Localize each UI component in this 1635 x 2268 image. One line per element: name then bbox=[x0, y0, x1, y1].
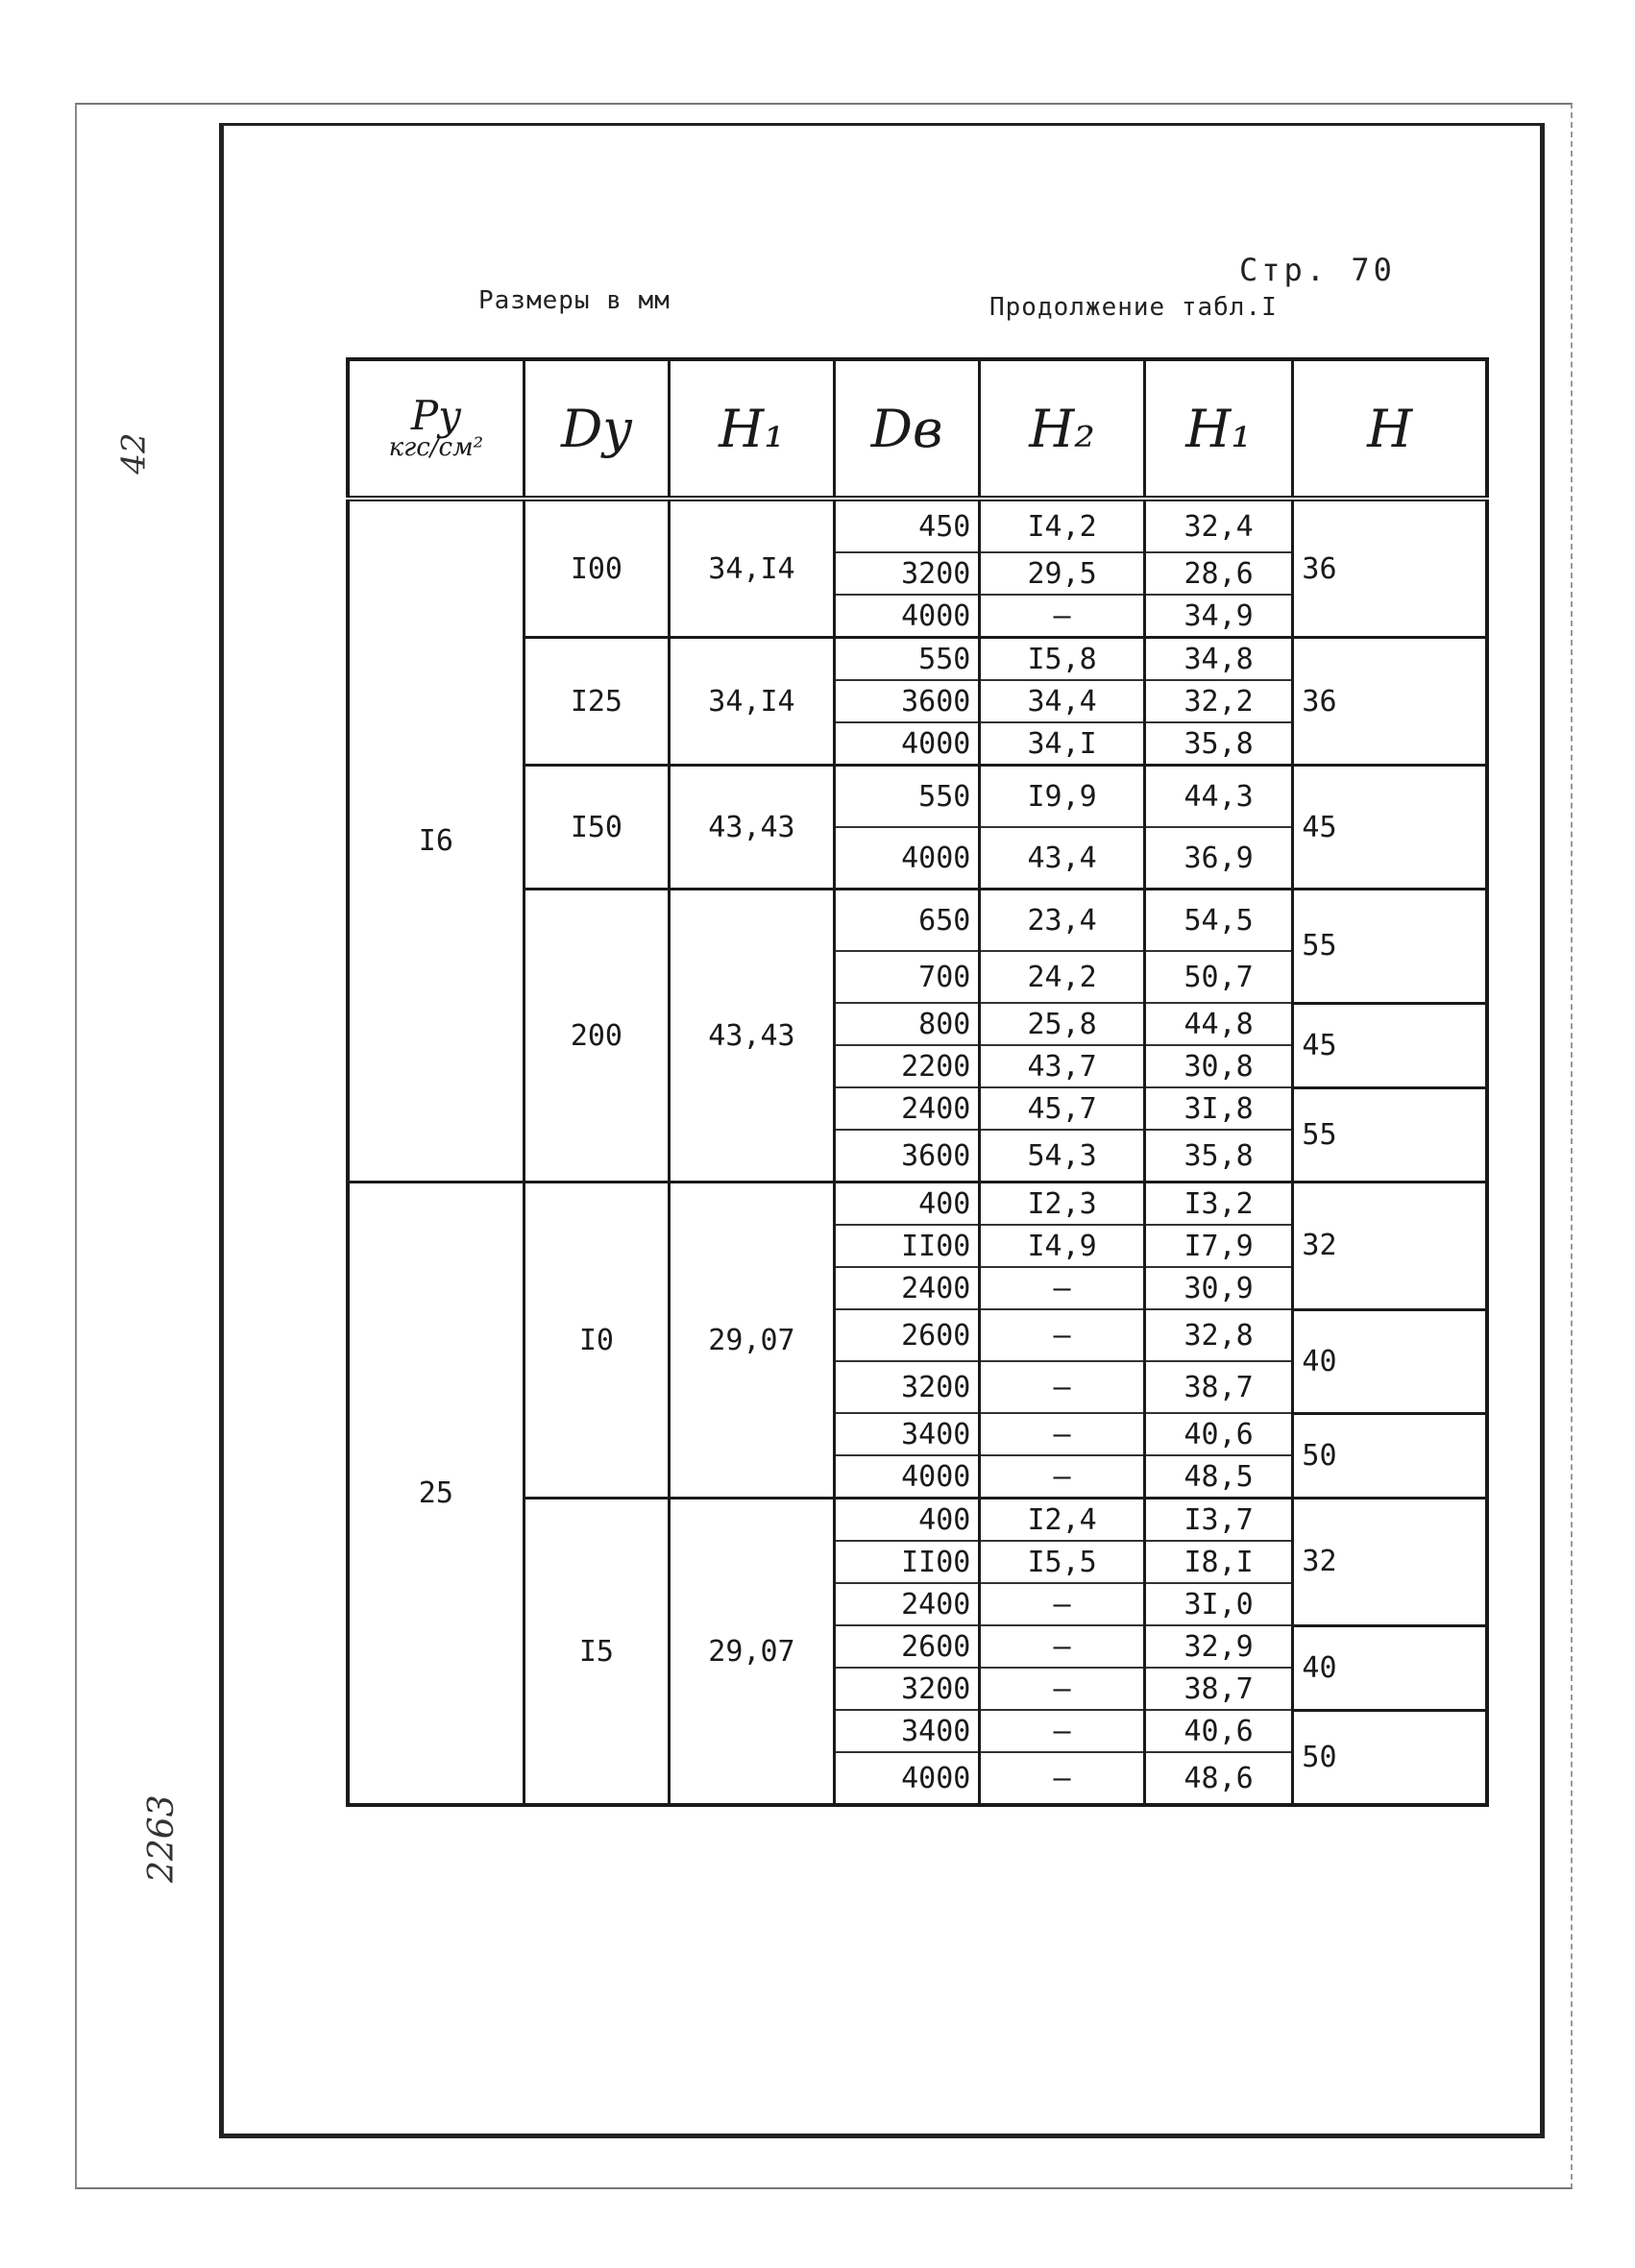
table-row bbox=[348, 499, 1487, 552]
h1-group-cell: 34,I4 bbox=[670, 638, 835, 766]
h1-cell: 32,9 bbox=[1144, 1625, 1293, 1668]
h2-cell: – bbox=[980, 1267, 1144, 1309]
h2-cell: I5,5 bbox=[980, 1541, 1144, 1583]
h-cell: 32 bbox=[1293, 1183, 1487, 1310]
h2-cell: 43,7 bbox=[980, 1045, 1144, 1087]
h1-cell: 50,7 bbox=[1144, 951, 1293, 1003]
dv-cell: 400 bbox=[834, 1183, 980, 1226]
table-row bbox=[348, 1183, 1487, 1226]
dv-cell: 4000 bbox=[834, 595, 980, 638]
h1-cell: 32,4 bbox=[1144, 499, 1293, 552]
h2-cell: I2,3 bbox=[980, 1183, 1144, 1226]
dy-cell: I0 bbox=[524, 1183, 670, 1499]
h1-cell: 48,5 bbox=[1144, 1455, 1293, 1499]
h1-cell: 3I,8 bbox=[1144, 1087, 1293, 1130]
h1-cell: 30,8 bbox=[1144, 1045, 1293, 1087]
h2-cell: – bbox=[980, 1625, 1144, 1668]
dv-cell: 400 bbox=[834, 1499, 980, 1542]
dv-cell: 2400 bbox=[834, 1583, 980, 1625]
h2-cell: – bbox=[980, 1752, 1144, 1805]
h1-cell: 3I,0 bbox=[1144, 1583, 1293, 1625]
h-cell: 40 bbox=[1293, 1309, 1487, 1413]
h2-cell: 23,4 bbox=[980, 890, 1144, 952]
page-number: Стр. 70 bbox=[1239, 252, 1396, 288]
h1-cell: I3,2 bbox=[1144, 1183, 1293, 1226]
h2-cell: – bbox=[980, 1309, 1144, 1361]
h-cell: 45 bbox=[1293, 766, 1487, 890]
dv-cell: 4000 bbox=[834, 722, 980, 766]
dv-cell: 4000 bbox=[834, 827, 980, 890]
dv-cell: 2400 bbox=[834, 1267, 980, 1309]
dv-cell: 3400 bbox=[834, 1710, 980, 1752]
dy-cell: I00 bbox=[524, 499, 670, 638]
col-header-h: H bbox=[1293, 359, 1487, 499]
h-cell: 36 bbox=[1293, 499, 1487, 638]
h2-cell: 29,5 bbox=[980, 552, 1144, 595]
h1-cell: I7,9 bbox=[1144, 1225, 1293, 1267]
table-continuation-caption: Продолжение табл.I bbox=[989, 293, 1278, 322]
h-cell: 40 bbox=[1293, 1625, 1487, 1710]
h1-cell: 30,9 bbox=[1144, 1267, 1293, 1309]
h-cell: 36 bbox=[1293, 638, 1487, 766]
dv-cell: 2400 bbox=[834, 1087, 980, 1130]
h1-cell: I3,7 bbox=[1144, 1499, 1293, 1542]
col-header-dv: Dв bbox=[834, 359, 980, 499]
h1-cell: 40,6 bbox=[1144, 1413, 1293, 1455]
h1-group-cell: 43,43 bbox=[670, 890, 835, 1183]
h1-cell: 35,8 bbox=[1144, 1130, 1293, 1183]
dv-cell: 700 bbox=[834, 951, 980, 1003]
h1-cell: 36,9 bbox=[1144, 827, 1293, 890]
dv-cell: 4000 bbox=[834, 1455, 980, 1499]
h1-cell: 28,6 bbox=[1144, 552, 1293, 595]
h2-cell: – bbox=[980, 1361, 1144, 1413]
dv-cell: 650 bbox=[834, 890, 980, 952]
h2-cell: I9,9 bbox=[980, 766, 1144, 828]
dv-cell: II00 bbox=[834, 1225, 980, 1267]
py-unit: кгс/см² bbox=[388, 433, 484, 462]
h1-cell: 40,6 bbox=[1144, 1710, 1293, 1752]
h-cell: 55 bbox=[1293, 890, 1487, 1004]
dv-cell: II00 bbox=[834, 1541, 980, 1583]
h1-cell: 34,8 bbox=[1144, 638, 1293, 681]
h2-cell: I2,4 bbox=[980, 1499, 1144, 1542]
h2-cell: 25,8 bbox=[980, 1003, 1144, 1045]
dimensions-table bbox=[346, 357, 1489, 1807]
h1-group-cell: 43,43 bbox=[670, 766, 835, 890]
dv-cell: 550 bbox=[834, 638, 980, 681]
h1-cell: 34,9 bbox=[1144, 595, 1293, 638]
h2-cell: – bbox=[980, 1455, 1144, 1499]
units-caption: Размеры в мм bbox=[478, 286, 671, 315]
dy-cell: I25 bbox=[524, 638, 670, 766]
h2-cell: 34,4 bbox=[980, 680, 1144, 722]
h1-cell: 54,5 bbox=[1144, 890, 1293, 952]
h2-cell: 34,I bbox=[980, 722, 1144, 766]
dv-cell: 3200 bbox=[834, 552, 980, 595]
dv-cell: 2600 bbox=[834, 1625, 980, 1668]
col-header-py bbox=[348, 359, 524, 499]
dv-cell: 800 bbox=[834, 1003, 980, 1045]
h1-cell: 44,3 bbox=[1144, 766, 1293, 828]
dv-cell: 550 bbox=[834, 766, 980, 828]
col-header-h1-group: H₁ bbox=[670, 359, 835, 499]
dv-cell: 3200 bbox=[834, 1361, 980, 1413]
table-header-row bbox=[348, 359, 1487, 499]
h2-cell: I4,9 bbox=[980, 1225, 1144, 1267]
dv-cell: 450 bbox=[834, 499, 980, 552]
h2-cell: I4,2 bbox=[980, 499, 1144, 552]
h1-cell: 48,6 bbox=[1144, 1752, 1293, 1805]
dv-cell: 2600 bbox=[834, 1309, 980, 1361]
h1-group-cell: 29,07 bbox=[670, 1499, 835, 1806]
h2-cell: 43,4 bbox=[980, 827, 1144, 890]
dv-cell: 3600 bbox=[834, 680, 980, 722]
col-header-dy: Dy bbox=[524, 359, 670, 499]
col-header-h2: H₂ bbox=[980, 359, 1144, 499]
h2-cell: – bbox=[980, 595, 1144, 638]
dy-cell: I5 bbox=[524, 1499, 670, 1806]
margin-note-top: 42 bbox=[114, 432, 154, 475]
h2-cell: 24,2 bbox=[980, 951, 1144, 1003]
h2-cell: I5,8 bbox=[980, 638, 1144, 681]
py-cell: I6 bbox=[348, 499, 524, 1183]
h2-cell: – bbox=[980, 1668, 1144, 1710]
h-cell: 32 bbox=[1293, 1499, 1487, 1626]
h1-cell: 35,8 bbox=[1144, 722, 1293, 766]
dv-cell: 3400 bbox=[834, 1413, 980, 1455]
h2-cell: – bbox=[980, 1583, 1144, 1625]
h2-cell: 45,7 bbox=[980, 1087, 1144, 1130]
dv-cell: 3200 bbox=[834, 1668, 980, 1710]
col-header-h1: H₁ bbox=[1144, 359, 1293, 499]
dv-cell: 3600 bbox=[834, 1130, 980, 1183]
h2-cell: – bbox=[980, 1413, 1144, 1455]
h1-cell: 38,7 bbox=[1144, 1361, 1293, 1413]
margin-note-bottom: 2263 bbox=[142, 1794, 182, 1883]
h1-cell: 32,2 bbox=[1144, 680, 1293, 722]
dv-cell: 2200 bbox=[834, 1045, 980, 1087]
dy-cell: 200 bbox=[524, 890, 670, 1183]
h-cell: 45 bbox=[1293, 1003, 1487, 1087]
h-cell: 50 bbox=[1293, 1413, 1487, 1499]
h1-cell: 38,7 bbox=[1144, 1668, 1293, 1710]
h2-cell: – bbox=[980, 1710, 1144, 1752]
dv-cell: 4000 bbox=[834, 1752, 980, 1805]
h-cell: 50 bbox=[1293, 1710, 1487, 1805]
h1-cell: I8,I bbox=[1144, 1541, 1293, 1583]
dy-cell: I50 bbox=[524, 766, 670, 890]
h-cell: 55 bbox=[1293, 1087, 1487, 1183]
py-symbol: Py bbox=[410, 392, 461, 439]
h1-group-cell: 34,I4 bbox=[670, 499, 835, 638]
h2-cell: 54,3 bbox=[980, 1130, 1144, 1183]
py-cell: 25 bbox=[348, 1183, 524, 1806]
h1-cell: 44,8 bbox=[1144, 1003, 1293, 1045]
h1-cell: 32,8 bbox=[1144, 1309, 1293, 1361]
h1-group-cell: 29,07 bbox=[670, 1183, 835, 1499]
